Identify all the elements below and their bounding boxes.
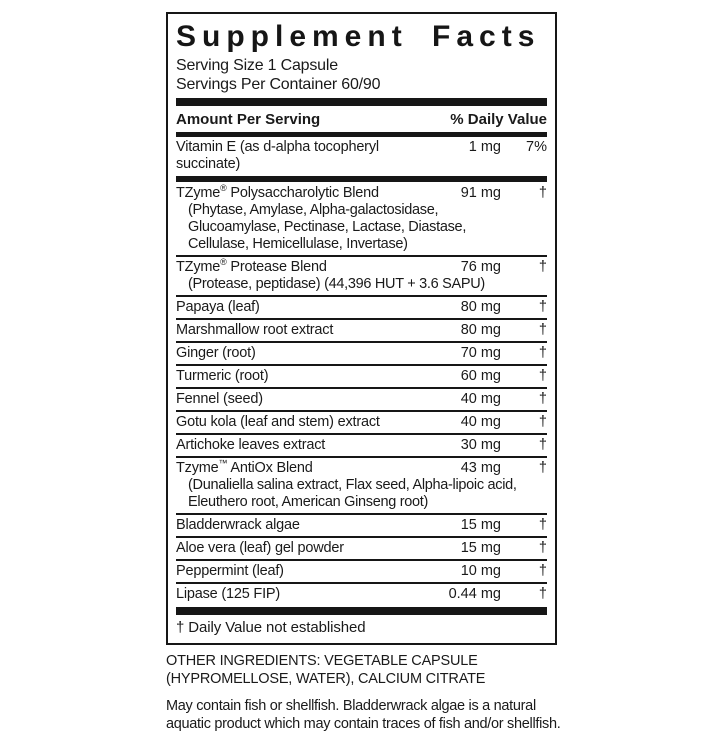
ingredient-sub-components (176, 477, 547, 511)
ingredient-sub-components (176, 276, 547, 293)
text-line: (HYPROMELLOSE, WATER), CALCIUM CITRATE (166, 671, 557, 689)
other-ingredients-text (166, 653, 557, 688)
supplement-label-panel (166, 12, 557, 733)
ingredient-amount: 80 mg (421, 322, 501, 339)
ingredient-daily-value: 7% (501, 139, 547, 156)
amount-per-serving-header: Amount Per Serving (176, 111, 320, 129)
ingredient-amount: 91 mg (421, 185, 501, 202)
ingredient-row (176, 435, 547, 456)
ingredient-name: Turmeric (root) (176, 368, 421, 385)
ingredient-amount: 0.44 mg (421, 586, 501, 603)
ingredient-daily-value: † (501, 345, 547, 362)
daily-value-footnote: † Daily Value not established (176, 618, 547, 639)
ingredient-row (176, 366, 547, 387)
ingredient-amount: 40 mg (421, 391, 501, 408)
ingredient-amount: 60 mg (421, 368, 501, 385)
text-line: OTHER INGREDIENTS: VEGETABLE CAPSULE (166, 653, 557, 671)
text-line: May contain fish or shellfish. Bladderwrack algae is a natural (166, 698, 557, 716)
ingredient-sub-line: (Phytase, Amylase, Alpha-galactosidase, (188, 202, 547, 219)
ingredient-name: Fennel (seed) (176, 391, 421, 408)
ingredient-sub-components (176, 202, 547, 253)
ingredient-daily-value: † (501, 299, 547, 316)
ingredient-row (176, 137, 547, 175)
ingredient-row (176, 257, 547, 295)
servings-per-container-line: Servings Per Container 60/90 (176, 75, 547, 94)
ingredient-amount: 43 mg (421, 460, 501, 477)
ingredient-row (176, 183, 547, 255)
ingredient-amount: 70 mg (421, 345, 501, 362)
ingredient-amount: 76 mg (421, 259, 501, 276)
supplement-facts-box (166, 12, 557, 645)
text-line: aquatic product which may contain traces of fish and/or shellfish. (166, 716, 557, 733)
ingredient-daily-value: † (501, 322, 547, 339)
ingredient-name: Vitamin E (as d-alpha tocopheryl succinate) (176, 139, 421, 173)
ingredient-amount: 10 mg (421, 563, 501, 580)
ingredient-row (176, 320, 547, 341)
ingredient-sub-line: (Protease, peptidase) (44,396 HUT + 3.6 SAPU) (188, 276, 547, 293)
ingredient-name: Gotu kola (leaf and stem) extract (176, 414, 421, 431)
ingredient-row (176, 412, 547, 433)
ingredient-row (176, 538, 547, 559)
ingredient-daily-value: † (501, 517, 547, 534)
ingredient-daily-value: † (501, 414, 547, 431)
divider-bar-medium (176, 176, 547, 182)
ingredient-name: Tzyme™ AntiOx Blend (176, 460, 421, 477)
allergen-note-text (166, 698, 557, 733)
ingredient-name: Peppermint (leaf) (176, 563, 421, 580)
ingredient-daily-value: † (501, 563, 547, 580)
ingredient-daily-value: † (501, 437, 547, 454)
ingredient-row (176, 389, 547, 410)
ingredient-daily-value: † (501, 540, 547, 557)
ingredient-name: Marshmallow root extract (176, 322, 421, 339)
daily-value-header: % Daily Value (450, 111, 547, 129)
ingredient-amount: 40 mg (421, 414, 501, 431)
ingredient-daily-value: † (501, 460, 547, 477)
ingredient-daily-value: † (501, 185, 547, 202)
ingredient-row (176, 515, 547, 536)
ingredient-name: TZyme® Polysaccharolytic Blend (176, 185, 421, 202)
ingredient-name: Papaya (leaf) (176, 299, 421, 316)
divider-bar-thick (176, 98, 547, 106)
ingredient-daily-value: † (501, 259, 547, 276)
below-label-section (166, 653, 557, 733)
ingredient-row (176, 297, 547, 318)
ingredient-row (176, 584, 547, 605)
ingredient-daily-value: † (501, 391, 547, 408)
ingredient-sub-line: Eleuthero root, American Ginseng root) (188, 494, 547, 511)
divider-bar-thick-bottom (176, 607, 547, 615)
ingredient-amount: 1 mg (421, 139, 501, 156)
ingredient-amount: 80 mg (421, 299, 501, 316)
ingredient-name: Lipase (125 FIP) (176, 586, 421, 603)
ingredient-name: Artichoke leaves extract (176, 437, 421, 454)
ingredient-amount: 15 mg (421, 517, 501, 534)
ingredient-amount: 15 mg (421, 540, 501, 557)
ingredient-name: TZyme® Protease Blend (176, 259, 421, 276)
supplement-facts-title: Supplement Facts (176, 20, 547, 53)
ingredient-name: Ginger (root) (176, 345, 421, 362)
ingredient-row (176, 561, 547, 582)
ingredient-name: Aloe vera (leaf) gel powder (176, 540, 421, 557)
ingredient-sub-line: (Dunaliella salina extract, Flax seed, Alpha-lipoic acid, (188, 477, 547, 494)
serving-size-line: Serving Size 1 Capsule (176, 56, 547, 75)
ingredient-name: Bladderwrack algae (176, 517, 421, 534)
ingredient-row (176, 343, 547, 364)
table-header-row (176, 109, 547, 130)
ingredient-rows (176, 137, 547, 605)
ingredient-sub-line: Cellulase, Hemicellulase, Invertase) (188, 236, 547, 253)
ingredient-daily-value: † (501, 586, 547, 603)
ingredient-row (176, 458, 547, 513)
ingredient-amount: 30 mg (421, 437, 501, 454)
ingredient-daily-value: † (501, 368, 547, 385)
ingredient-sub-line: Glucoamylase, Pectinase, Lactase, Diastase, (188, 219, 547, 236)
